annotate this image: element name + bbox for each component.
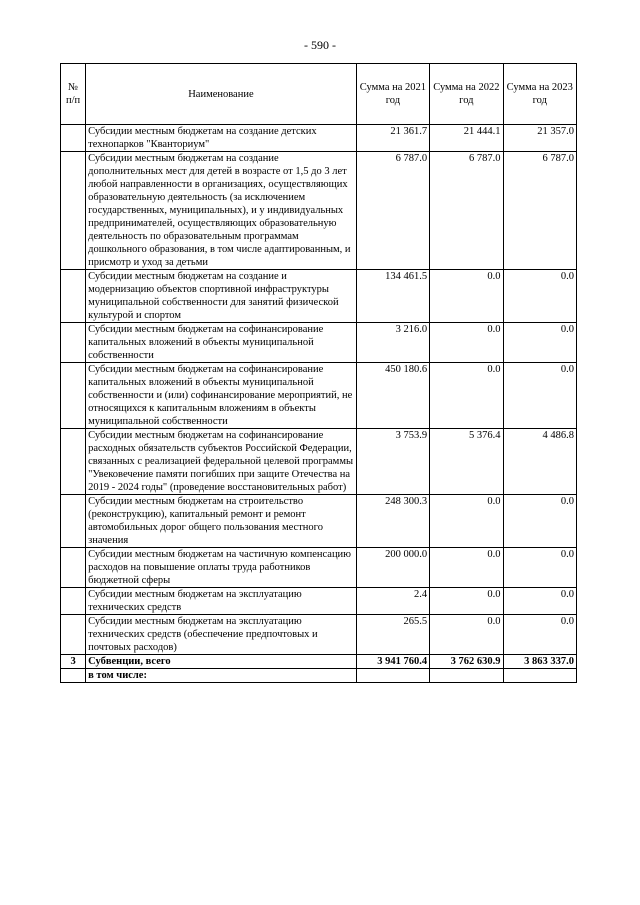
total-2023: 3 863 337.0 <box>503 655 576 669</box>
subheader-name: в том числе: <box>86 669 357 683</box>
row-2021: 3 216.0 <box>356 323 429 363</box>
row-2023: 0.0 <box>503 588 576 615</box>
row-num <box>61 125 86 152</box>
row-2022: 0.0 <box>430 588 503 615</box>
row-2021: 6 787.0 <box>356 152 429 270</box>
row-2021: 265.5 <box>356 615 429 655</box>
subheader-2022 <box>430 669 503 683</box>
row-name: Субсидии местным бюджетам на эксплуатацию технических средств (обеспечение предпочтовых и почтовых расходов) <box>86 615 357 655</box>
header-2021: Сумма на 2021 год <box>356 64 429 125</box>
row-num <box>61 495 86 548</box>
row-num <box>61 615 86 655</box>
row-2022: 0.0 <box>430 615 503 655</box>
total-2022: 3 762 630.9 <box>430 655 503 669</box>
row-num <box>61 363 86 429</box>
row-2021: 200 000.0 <box>356 548 429 588</box>
row-2022: 0.0 <box>430 548 503 588</box>
row-2022: 0.0 <box>430 363 503 429</box>
subheader-2023 <box>503 669 576 683</box>
row-2022: 5 376.4 <box>430 429 503 495</box>
table-row <box>61 363 577 429</box>
row-2021: 21 361.7 <box>356 125 429 152</box>
row-name: Субсидии местным бюджетам на эксплуатацию технических средств <box>86 588 357 615</box>
row-num <box>61 429 86 495</box>
row-name: Субсидии местным бюджетам на частичную компенсацию расходов на повышение оплаты труда работников бюджетной сферы <box>86 548 357 588</box>
row-2023: 0.0 <box>503 615 576 655</box>
row-num <box>61 548 86 588</box>
row-name: Субсидии местным бюджетам на создание и модернизацию объектов спортивной инфраструктуры муниципальной собственности для занятий физической культурой и спортом <box>86 270 357 323</box>
row-2023: 0.0 <box>503 363 576 429</box>
row-2023: 0.0 <box>503 270 576 323</box>
row-name: Субсидии местным бюджетам на софинансирование капитальных вложений в объекты муниципальной собственности и (или) софинансирование мероприятий, не относящихся к капитальным вложениям в объекты муниципальной собственности <box>86 363 357 429</box>
row-num <box>61 152 86 270</box>
table-row <box>61 429 577 495</box>
budget-table <box>60 63 577 683</box>
row-name: Субсидии местным бюджетам на строительство (реконструкцию), капитальный ремонт и ремонт автомобильных дорог общего пользования местного значения <box>86 495 357 548</box>
row-2021: 3 753.9 <box>356 429 429 495</box>
page-number: - 590 - <box>304 38 336 52</box>
table-row <box>61 125 577 152</box>
row-name: Субсидии местным бюджетам на софинансирование расходных обязательств субъектов Российской Федерации, связанных с реализацией федеральной целевой программы "Увековечение памяти погибших при защите Отечества на 2019 - 2024 годы" (проведение восстановительных работ) <box>86 429 357 495</box>
header-num: № п/п <box>61 64 86 125</box>
row-name: Субсидии местным бюджетам на создание детских технопарков "Кванториум" <box>86 125 357 152</box>
total-2021: 3 941 760.4 <box>356 655 429 669</box>
row-num <box>61 588 86 615</box>
subheader-row <box>61 669 577 683</box>
row-2023: 0.0 <box>503 495 576 548</box>
row-2023: 4 486.8 <box>503 429 576 495</box>
total-num: 3 <box>61 655 86 669</box>
row-2022: 6 787.0 <box>430 152 503 270</box>
header-2023: Сумма на 2023 год <box>503 64 576 125</box>
total-name: Субвенции, всего <box>86 655 357 669</box>
row-2023: 0.0 <box>503 323 576 363</box>
table-row <box>61 588 577 615</box>
table-header-row <box>61 64 577 125</box>
row-2022: 0.0 <box>430 270 503 323</box>
row-2022: 0.0 <box>430 495 503 548</box>
header-2022: Сумма на 2022 год <box>430 64 503 125</box>
total-row <box>61 655 577 669</box>
table-row <box>61 495 577 548</box>
row-2021: 248 300.3 <box>356 495 429 548</box>
table-row <box>61 548 577 588</box>
row-2022: 0.0 <box>430 323 503 363</box>
row-2021: 134 461.5 <box>356 270 429 323</box>
row-2023: 6 787.0 <box>503 152 576 270</box>
subheader-2021 <box>356 669 429 683</box>
row-2023: 21 357.0 <box>503 125 576 152</box>
subheader-num <box>61 669 86 683</box>
row-num <box>61 270 86 323</box>
table-row <box>61 323 577 363</box>
row-2021: 450 180.6 <box>356 363 429 429</box>
row-num <box>61 323 86 363</box>
row-2023: 0.0 <box>503 548 576 588</box>
header-name: Наименование <box>86 64 357 125</box>
row-2021: 2.4 <box>356 588 429 615</box>
row-2022: 21 444.1 <box>430 125 503 152</box>
row-name: Субсидии местным бюджетам на создание дополнительных мест для детей в возрасте от 1,5 до 3 лет любой направленности в организациях, осуществляющих образовательную деятельность (за исключением государственных, муниципальных), и у индивидуальных предпринимателей, осуществляющих образовательную деятельность по образовательным программам дошкольного образования, в том числе адаптированным, и присмотр и уход за детьми <box>86 152 357 270</box>
table-row <box>61 152 577 270</box>
table-row <box>61 270 577 323</box>
row-name: Субсидии местным бюджетам на софинансирование капитальных вложений в объекты муниципальной собственности <box>86 323 357 363</box>
table-row <box>61 615 577 655</box>
